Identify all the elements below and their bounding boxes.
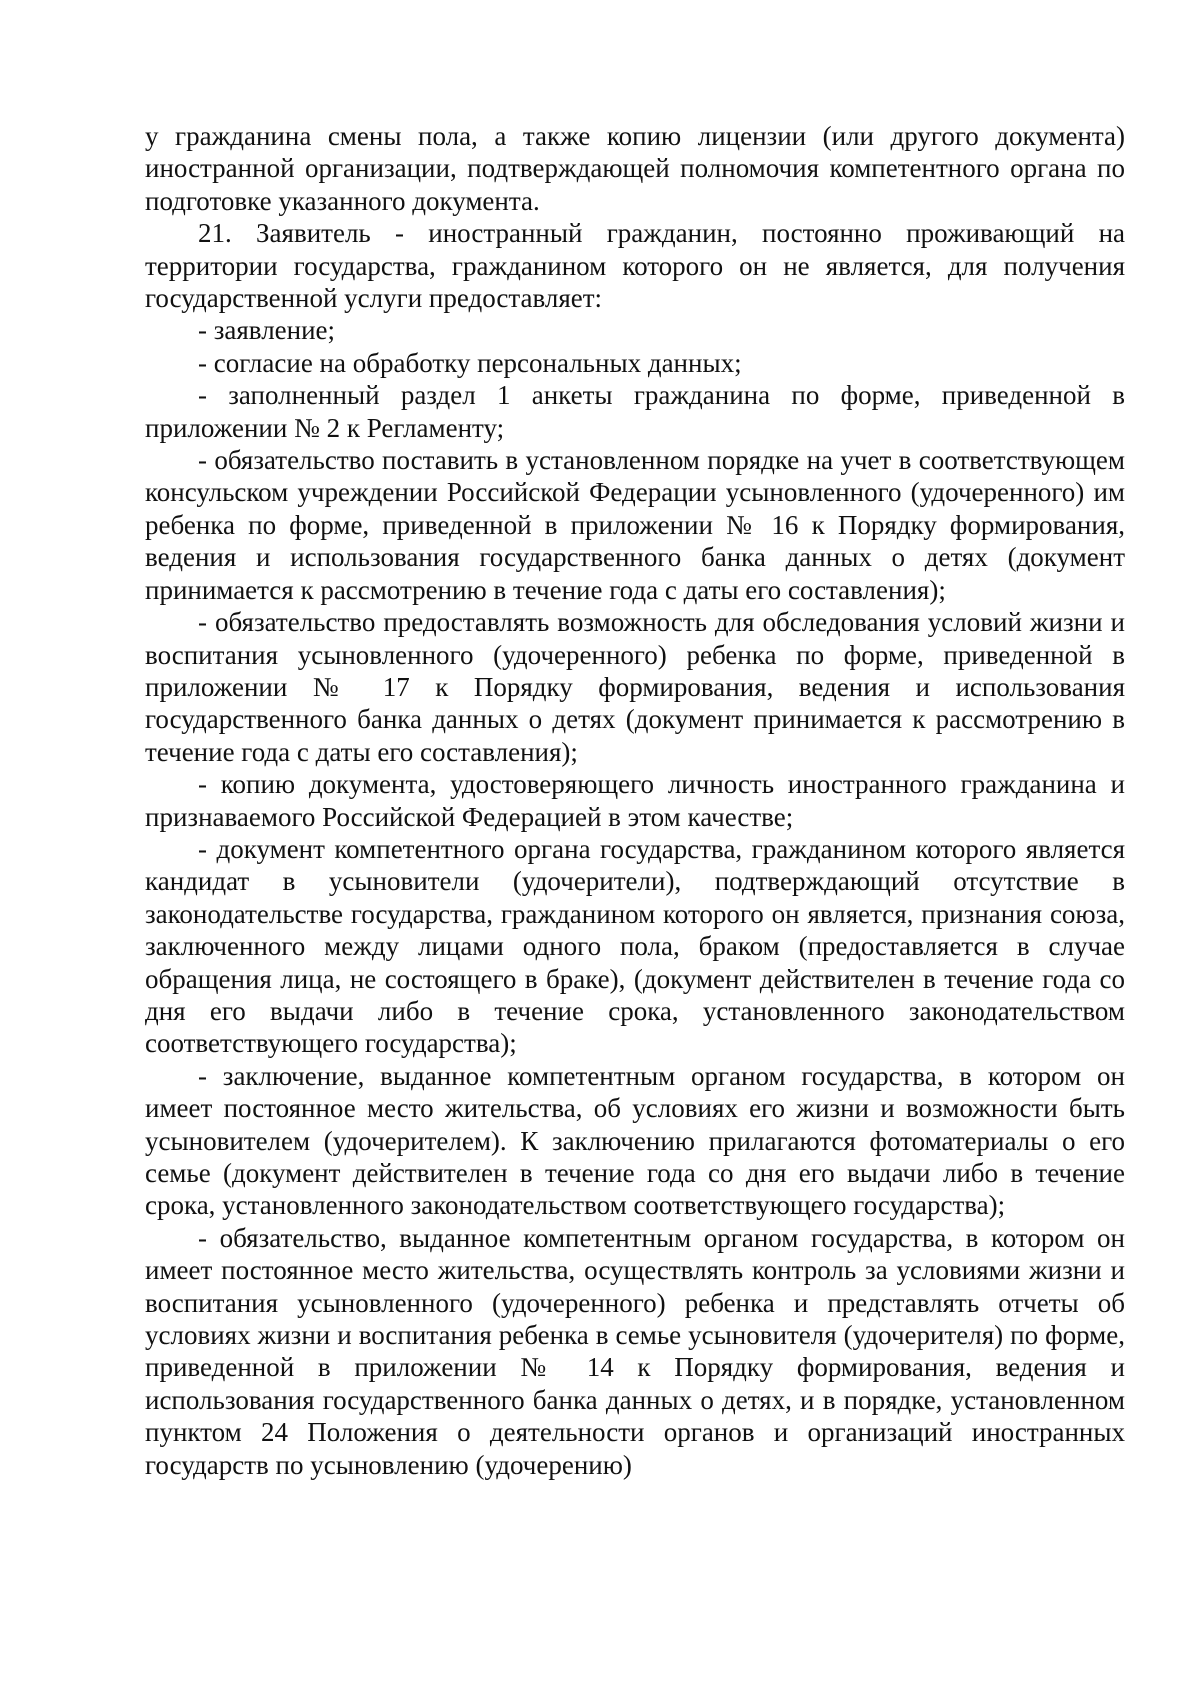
list-item-conclusion: - заключение, выданное компетентным органом государства, в котором он имеет постоянное место жительства, об условиях его жизни и возможности быть усыновителем (удочерителем). К заключению прилагаются фотоматериалы о его семье (документ действителен в течение года со дня его выдачи либо в течение срока, установленного законодательством соответствующего государства); <box>145 1060 1125 1221</box>
list-item-competent-authority-document: - документ компетентного органа государства, гражданином которого является кандидат в усыновители (удочерители), подтверждающий отсутствие в законодательстве государства, гражданином которого он является, признания союза, заключенного между лицами одного пола, браком (предоставляется в случае обращения лица, не состоящего в браке), (документ действителен в течение года со дня его выдачи либо в течение срока, установленного законодательством соответствующего государства); <box>145 833 1125 1059</box>
list-item-consent: - согласие на обработку персональных данных; <box>198 347 742 378</box>
list-item-control-obligation: - обязательство, выданное компетентным органом государства, в котором он имеет постоянное место жительства, осуществлять контроль за условиями жизни и воспитания усыновленного (удочеренного) ребенка и представлять отчеты об условиях жизни и воспитания ребенка в семье усыновителя (удочерителя) по форме, приведенной в приложении № 14 к Порядку формирования, ведения и использования государственного банка данных о детях, и в порядке, установленном пунктом 24 Положения о деятельности органов и организаций иностранных государств по усыновлению (удочерению) <box>145 1222 1125 1480</box>
document-page <box>145 120 1125 1481</box>
list-item-application: - заявление; <box>198 315 336 346</box>
list-item-identity-copy: - копию документа, удостоверяющего личность иностранного гражданина и признаваемого Российской Федерацией в этом качестве; <box>145 769 1125 832</box>
paragraph-item-21: 21. Заявитель - иностранный гражданин, постоянно проживающий на территории государства, гражданином которого он не является, для получения государственной услуги предоставляет: <box>145 218 1125 314</box>
paragraph-continuation: у гражданина смены пола, а также копию лицензии (или другого документа) иностранной организации, подтверждающей полномочия компетентного органа по подготовке указанного документа. <box>145 121 1125 216</box>
list-item-questionnaire: - заполненный раздел 1 анкеты гражданина по форме, приведенной в приложении № 2 к Регламенту; <box>145 380 1125 443</box>
list-item-inspection-obligation: - обязательство предоставлять возможность для обследования условий жизни и воспитания усыновленного (удочеренного) ребенка по форме, приведенной в приложении № 17 к Порядку формирования, ведения и использования государственного банка данных о детях (документ принимается к рассмотрению в течение года с даты его составления); <box>145 607 1125 767</box>
list-item-registration-obligation: - обязательство поставить в установленном порядке на учет в соответствующем консульском учреждении Российской Федерации усыновленного (удочеренного) им ребенка по форме, приведенной в приложении № 16 к Порядку формирования, ведения и использования государственного банка данных о детях (документ принимается к рассмотрению в течение года с даты его составления); <box>145 445 1125 605</box>
